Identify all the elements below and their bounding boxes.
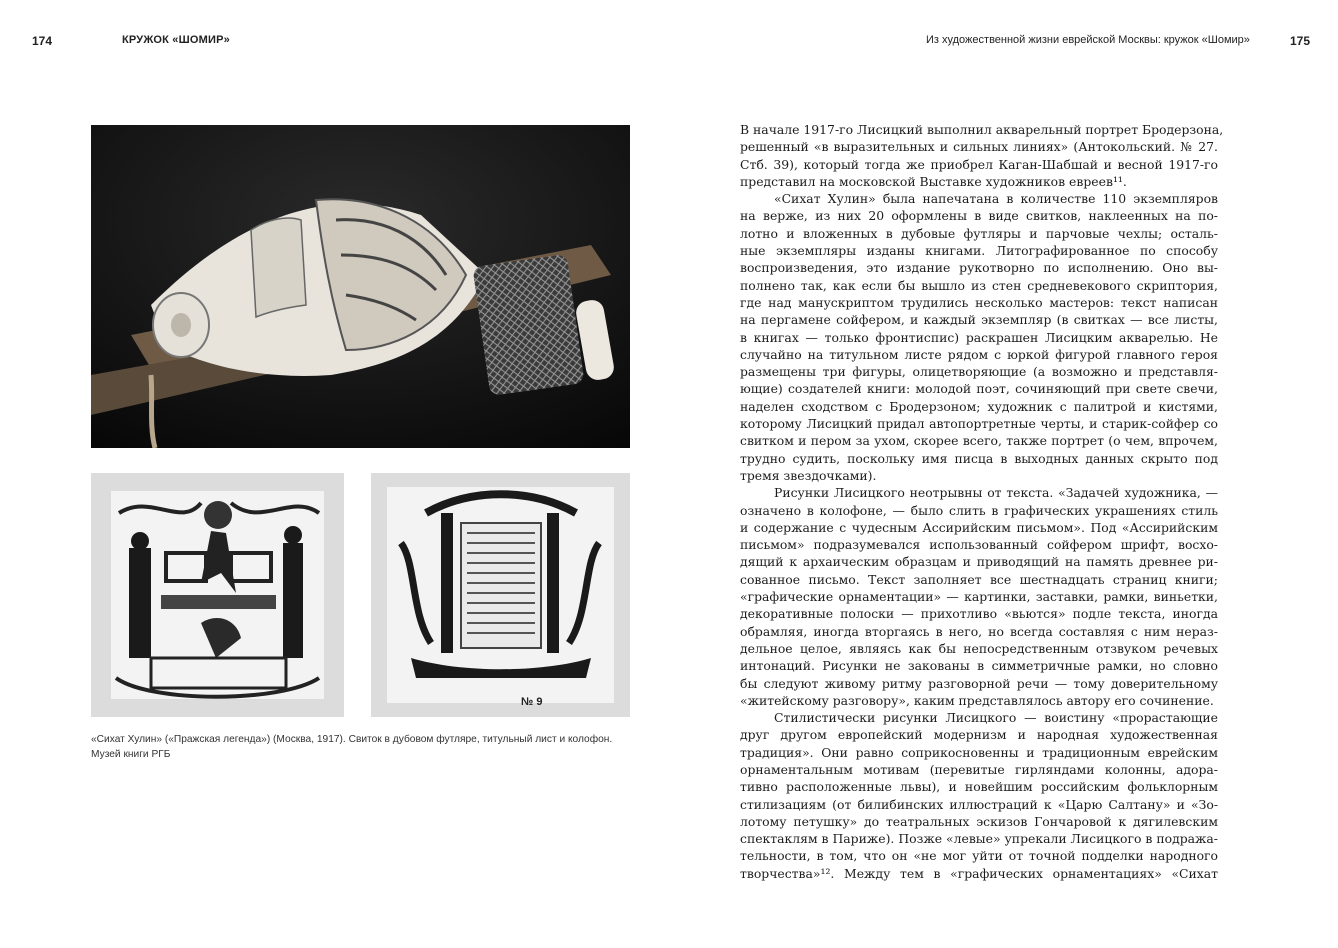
- caption-line: «Сихат Хулин» («Пражская легенда») (Москва, 1917). Свиток в дубовом футляре, титульный лист и колофон.: [91, 734, 613, 745]
- text-line: на верже, из них 20 оформлены в виде свитков, наклеенных на по-: [740, 208, 1218, 224]
- text-line: ющие) создателей книги: молодой поэт, сочиняющий при свете свечи,: [740, 381, 1218, 397]
- text-line: в книгах — только фронтиспис) раскрашен Лисицким акварелью. Не: [740, 329, 1218, 345]
- text-line: размещены три фигуры, олицетворяющие (а возможно и представля-: [740, 364, 1218, 380]
- main-text-column: [740, 121, 1224, 882]
- text-line: ные экземпляры изданы книгами. Литографированное по способу: [740, 243, 1218, 259]
- text-line: Стб. 39), который тогда же приобрел Каган-Шабшай и весной 1917-го: [740, 156, 1218, 172]
- text-line: на пергамене сойфером, и каждый экземпляр (в свитках — все листы,: [740, 312, 1218, 328]
- text-line: «Сихат Хулин» была напечатана в количестве 110 экземпляров: [774, 191, 1218, 207]
- text-line: трудно судить, поскольку имя писца в выходных данных скрыто под: [740, 450, 1218, 466]
- text-line: представил на московской Выставке художников евреев¹¹.: [740, 173, 1127, 189]
- text-line: тивно расположенные львы), и новейшим российским фольклорным: [740, 779, 1218, 795]
- scroll-in-oak-case-photo: [91, 125, 630, 448]
- text-line: стилизациям (от билибинских иллюстраций к «Царю Салтану» и «Зо-: [740, 796, 1218, 812]
- text-line: интонаций. Рисунки не закованы в симметричные рамки, но словно: [740, 658, 1218, 674]
- text-line: полнено так, как если бы вышло из стен средневекового скриптория,: [740, 277, 1218, 293]
- text-line: бы следуют живому ритму разговорной речи — тому доверительному: [740, 675, 1218, 691]
- text-line: лотому петушку» до театральных эскизов Гончаровой к дягилевским: [740, 813, 1218, 829]
- text-line: и содержание с чудесным Ассирийским письмом». Под «Ассирийским: [740, 519, 1218, 535]
- text-line: тельности, в том, что он «не мог уйти от точной подделки народного: [740, 848, 1218, 864]
- text-line: дящий к архаическим образцам и приводящий на память древнее ри-: [740, 554, 1218, 570]
- text-line: творчества»¹². Между тем в «графических орнаментациях» «Сихат: [740, 865, 1218, 881]
- text-line: обрамляя, иногда вторгаясь в него, но всегда составляя с ним нераз-: [740, 623, 1218, 639]
- text-line: спектаклям в Париже). Позже «левые» упрекали Лисицкого в подража-: [740, 831, 1218, 847]
- text-line: В начале 1917-го Лисицкий выполнил акварельный портрет Бродерзона,: [740, 122, 1224, 137]
- text-line: случайно на титульном листе рядом с юркой фигурой главного героя: [740, 346, 1218, 362]
- right-running-title: Из художественной жизни еврейской Москвы: кружок «Шомир»: [926, 34, 1250, 46]
- text-line: письмом» подразумевался использованный сойфером шрифт, восхо-: [740, 537, 1218, 553]
- text-line: Рисунки Лисицкого неотрывны от текста. «Задачей художника, —: [774, 485, 1218, 501]
- text-line: традиция». Они равно соприкосновенны и традиционным еврейским: [740, 744, 1218, 760]
- text-line: «житейскому разговору», каким представлялось автору его сочинение.: [740, 692, 1214, 708]
- text-line: воспроизведения, это издание рукотворно по исполнению. Оно вы-: [740, 260, 1218, 276]
- text-line: тремя звездочками).: [740, 467, 877, 483]
- text-line: друг другом европейский модернизм и народная художественная: [740, 727, 1218, 743]
- text-line: решенный «в выразительных и сильных линиях» (Антокольский. № 27.: [740, 139, 1218, 155]
- text-line: лотно и вложенных в дубовые футляры и парчовые чехлы; осталь-: [740, 225, 1218, 241]
- left-page-number: 174: [32, 34, 53, 48]
- left-running-title: КРУЖОК «ШОМИР»: [122, 34, 230, 46]
- text-line: означено в колофоне, — было слить в графических украшениях стиль: [740, 502, 1218, 518]
- text-line: где над манускриптом трудились несколько мастеров: текст написан: [740, 294, 1218, 310]
- text-line: дельное целое, являясь как бы непосредственным отзвуком речевых: [740, 640, 1218, 656]
- text-line: Стилистически рисунки Лисицкого — воистину «прорастающие: [774, 710, 1218, 726]
- caption-line: Музей книги РГБ: [91, 749, 171, 760]
- text-line: орнаментальным мотивам (перевитые гирляндами колонны, адора-: [740, 761, 1218, 777]
- right-page-number: 175: [1290, 34, 1311, 48]
- colophon-plate-label: № 9: [521, 696, 543, 708]
- text-line: сованное письмо. Текст заполняет все шестнадцать страниц книги;: [740, 571, 1218, 587]
- text-line: которому Лисицкий придал автопортретные черты, и старик-сойфер со: [740, 416, 1218, 432]
- text-line: наделен сходством с Бродерзоном; художник с палитрой и кистями,: [740, 398, 1218, 414]
- colophon-photo: [371, 473, 630, 717]
- title-page-photo: [91, 473, 344, 717]
- figure-caption: [91, 732, 631, 762]
- text-line: свитком и пером за ухом, скорее всего, также портрет (о чем, впрочем,: [740, 433, 1218, 449]
- text-line: декоративные полоски — прихотливо «вьются» подле текста, иногда: [740, 606, 1218, 622]
- text-line: «графические орнаментации» — картинки, заставки, рамки, виньетки,: [740, 589, 1218, 605]
